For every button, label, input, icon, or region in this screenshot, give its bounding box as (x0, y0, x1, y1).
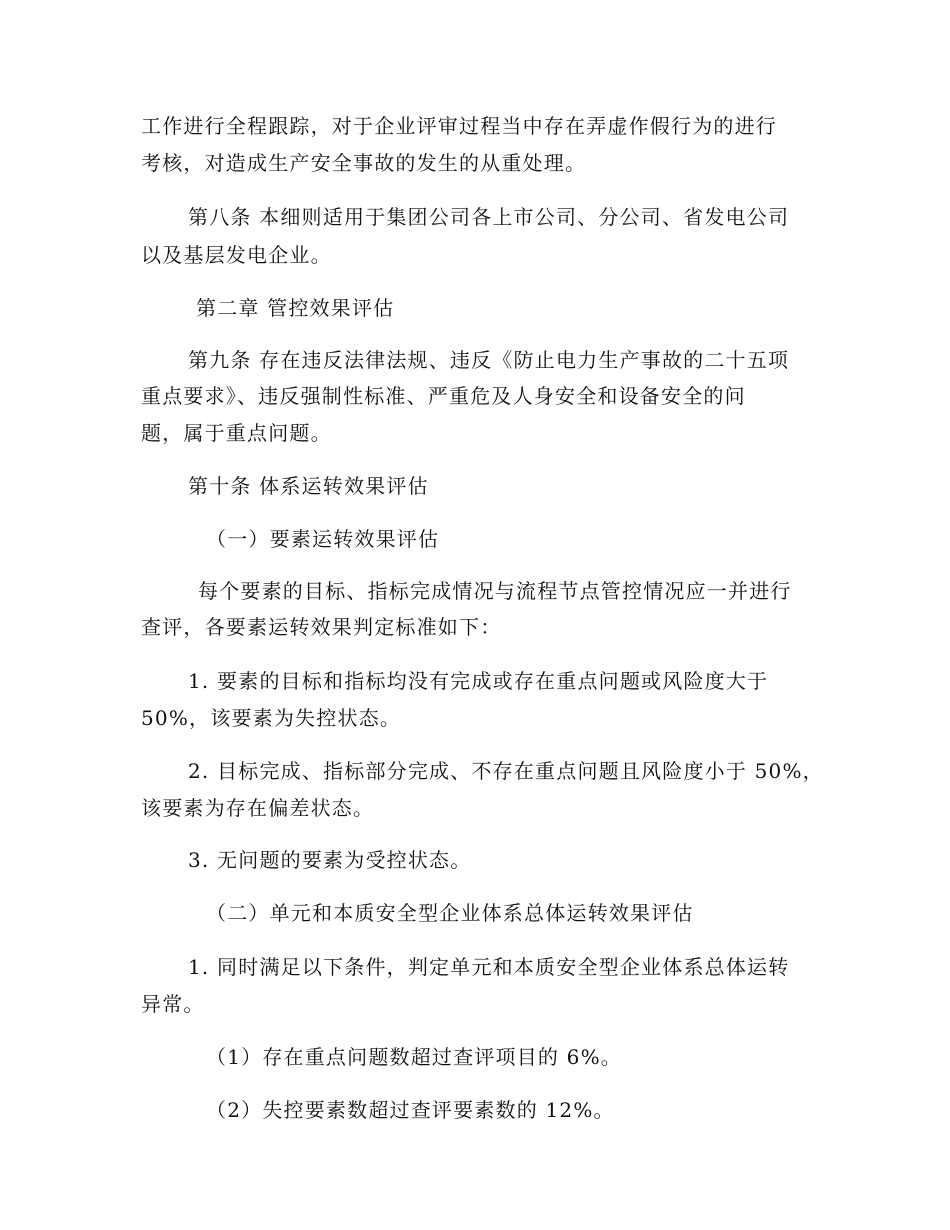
section-heading: （二）单元和本质安全型企业体系总体运转效果评估 (206, 901, 694, 925)
list-item-line: 异常。 (141, 992, 205, 1016)
list-item-line: 3. 无问题的要素为受控状态。 (188, 848, 472, 872)
list-item-line: 2. 目标完成、指标部分完成、不存在重点问题且风险度小于 50%， (188, 759, 824, 783)
article-10-line: 第十条 体系运转效果评估 (188, 474, 429, 498)
paragraph-line: 以及基层发电企业。 (141, 243, 332, 267)
article-9-line: 第九条 存在违反法律法规、违反《防止电力生产事故的二十五项 (188, 348, 790, 372)
sub-item-line: （2）失控要素数超过查评要素数的 12%。 (206, 1098, 615, 1122)
list-item-line: 该要素为存在偏差状态。 (141, 796, 375, 820)
paragraph-line: 每个要素的目标、指标完成情况与流程节点管控情况应一并进行 (198, 579, 792, 603)
paragraph-line: 考核，对造成生产安全事故的发生的从重处理。 (141, 151, 587, 175)
list-item-line: 1. 要素的目标和指标均没有完成或存在重点问题或风险度大于 (188, 669, 769, 693)
sub-item-line: （1）存在重点问题数超过查评项目的 6%。 (206, 1045, 623, 1069)
paragraph-line: 工作进行全程跟踪，对于企业评审过程当中存在弄虚作假行为的进行 (141, 114, 777, 138)
list-item-line: 1. 同时满足以下条件，判定单元和本质安全型企业体系总体运转 (188, 955, 790, 979)
paragraph-line: 题，属于重点问题。 (141, 421, 332, 445)
list-item-line: 50%，该要素为失控状态。 (141, 706, 402, 730)
chapter-heading: 第二章 管控效果评估 (196, 296, 395, 320)
section-heading: （一）要素运转效果评估 (206, 527, 440, 551)
article-8-line: 第八条 本细则适用于集团公司各上市公司、分公司、省发电公司 (188, 205, 790, 229)
paragraph-line: 查评，各要素运转效果判定标准如下： (141, 615, 502, 639)
paragraph-line: 重点要求》、违反强制性标准、严重危及人身安全和设备安全的问 (141, 384, 746, 408)
